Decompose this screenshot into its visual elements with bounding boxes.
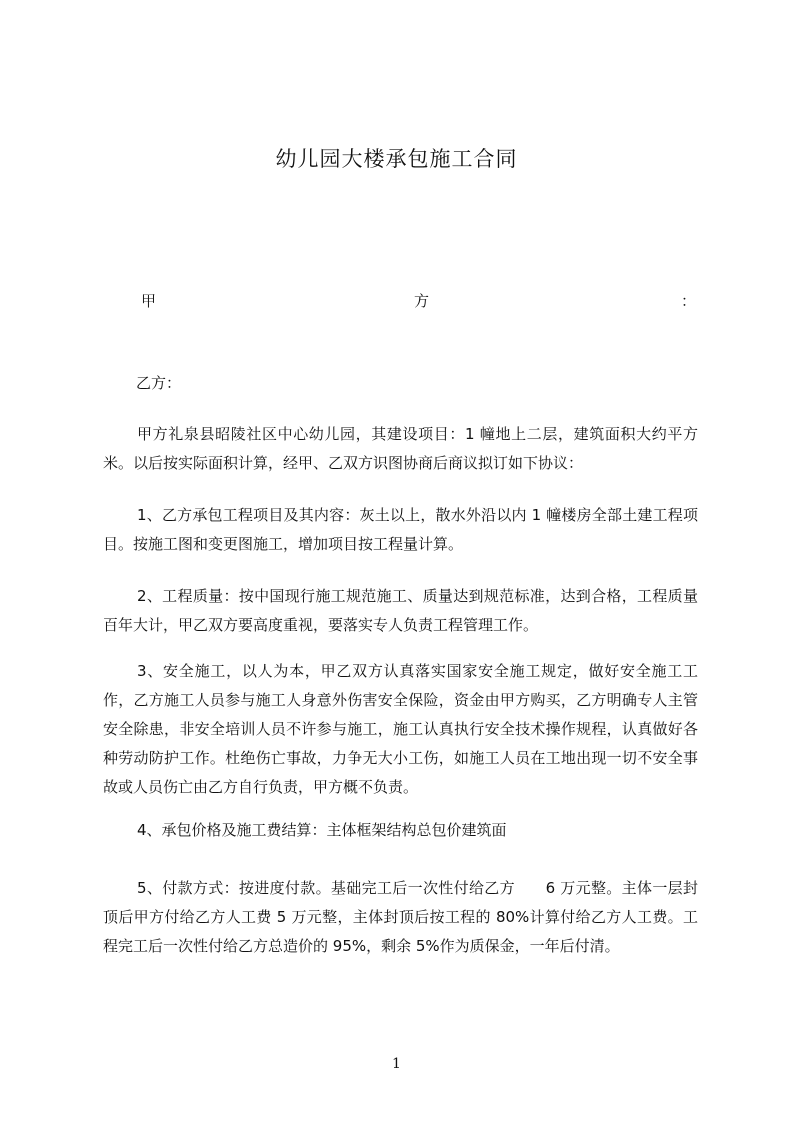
document-title: 幼儿园大楼承包施工合同	[275, 147, 518, 171]
paragraph-clause-4-price: 4、承包价格及施工费结算：主体框架结构总包价建筑面	[137, 821, 507, 839]
paragraph-clause-1-scope: 1、乙方承包工程项目及其内容：灰土以上，散水外沿以内 1 幢楼房全部土建工程项目。按施工图和变更图施工，增加项目按工程量计算。	[103, 506, 698, 553]
paragraph-intro: 甲方礼泉县昭陵社区中心幼儿园，其建设项目：1 幢地上二层，建筑面积大约平方米。以后按实际面积计算，经甲、乙双方识图协商后商议拟订如下协议：	[103, 425, 698, 472]
page-number: 1	[392, 1056, 401, 1072]
paragraph-clause-2-quality: 2、工程质量：按中国现行施工规范施工、质量达到规范标准，达到合格，工程质量百年大计，甲乙双方要高度重视，要落实专人负责工程管理工作。	[103, 587, 698, 634]
party-a-char-jia: 甲	[141, 292, 157, 310]
party-b-line: 乙方：	[136, 374, 182, 392]
party-a-char-fang: 方	[414, 292, 430, 310]
party-a-colon: ：	[680, 292, 696, 310]
paragraph-clause-5-payment: 5、付款方式：按进度付款。基础完工后一次性付给乙方 6 万元整。主体一层封顶后甲方付给乙方人工费 5 万元整，主体封顶后按工程的 80%计算付给乙方人工费。工程完工后一次性付给乙方总造价的 95%，剩余 5%作为质保金，一年后付清。	[103, 879, 698, 955]
paragraph-clause-3-safety: 3、安全施工，以人为本，甲乙双方认真落实国家安全施工规定，做好安全施工工作，乙方施工人员参与施工人身意外伤害安全保险，资金由甲方购买，乙方明确专人主管安全除患，非安全培训人员不许参与施工，施工认真执行安全技术操作规程，认真做好各种劳动防护工作。杜绝伤亡事故，力争无大小工伤，如施工人员在工地出现一切不安全事故或人员伤亡由乙方自行负责，甲方概不负责。	[103, 662, 698, 796]
party-a-line	[141, 290, 696, 312]
